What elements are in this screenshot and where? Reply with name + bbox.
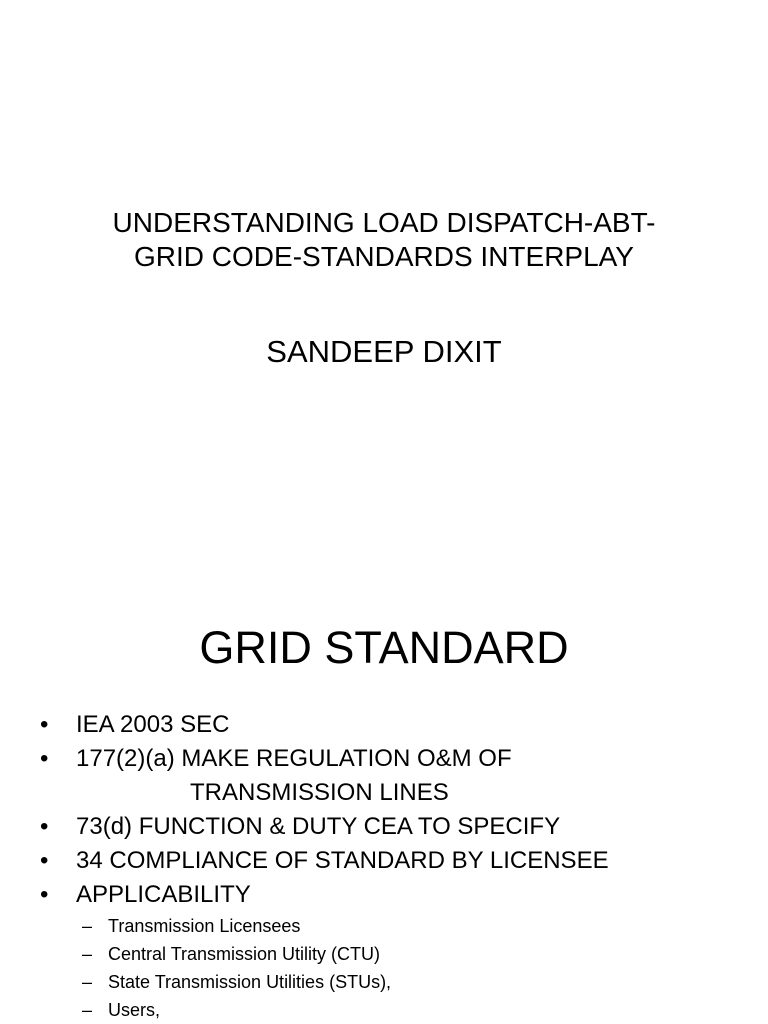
- dash-icon: –: [82, 972, 93, 992]
- sub-item-text: Users,: [108, 1000, 161, 1020]
- bullet-icon: •: [40, 881, 49, 908]
- dash-icon: –: [82, 916, 93, 936]
- bullet-item: [0, 742, 768, 810]
- bullet-item: [0, 844, 768, 878]
- bullet-text: APPLICABILITY: [76, 881, 251, 908]
- bullet-list: [0, 708, 768, 1024]
- applicability-sub-list: [0, 912, 768, 1024]
- dash-icon: –: [82, 1000, 93, 1020]
- sub-list-container: [0, 912, 768, 1024]
- sub-list-item: [0, 940, 768, 968]
- bullet-item: [0, 878, 768, 912]
- presentation-title: [0, 206, 768, 274]
- bullet-text: 177(2)(a) MAKE REGULATION O&M OF: [76, 745, 512, 772]
- slide-heading: GRID STANDARD: [199, 622, 569, 673]
- sub-list-item: [0, 968, 768, 996]
- sub-list-item: [0, 912, 768, 940]
- author-name: SANDEEP DIXIT: [266, 334, 502, 369]
- sub-item-text: Central Transmission Utility (CTU): [108, 944, 381, 964]
- title-line-2: GRID CODE-STANDARDS INTERPLAY: [134, 241, 634, 272]
- dash-icon: –: [82, 944, 93, 964]
- sub-list-item: [0, 996, 768, 1024]
- title-line-1: UNDERSTANDING LOAD DISPATCH-ABT-: [112, 207, 656, 238]
- bullet-text-continuation: TRANSMISSION LINES: [190, 779, 449, 806]
- bullet-icon: •: [40, 813, 49, 840]
- bullet-text: 34 COMPLIANCE OF STANDARD BY LICENSEE: [76, 847, 609, 874]
- bullet-icon: •: [40, 847, 49, 874]
- bullet-item: [0, 708, 768, 742]
- sub-item-text: Transmission Licensees: [108, 916, 301, 936]
- bullet-text: 73(d) FUNCTION & DUTY CEA TO SPECIFY: [76, 813, 561, 840]
- bullet-item: [0, 810, 768, 844]
- bullet-text: IEA 2003 SEC: [76, 711, 230, 738]
- sub-item-text: State Transmission Utilities (STUs),: [108, 972, 392, 992]
- bullet-icon: •: [40, 745, 49, 772]
- grid-standard-slide: [0, 512, 768, 1024]
- bullet-icon: •: [40, 711, 49, 738]
